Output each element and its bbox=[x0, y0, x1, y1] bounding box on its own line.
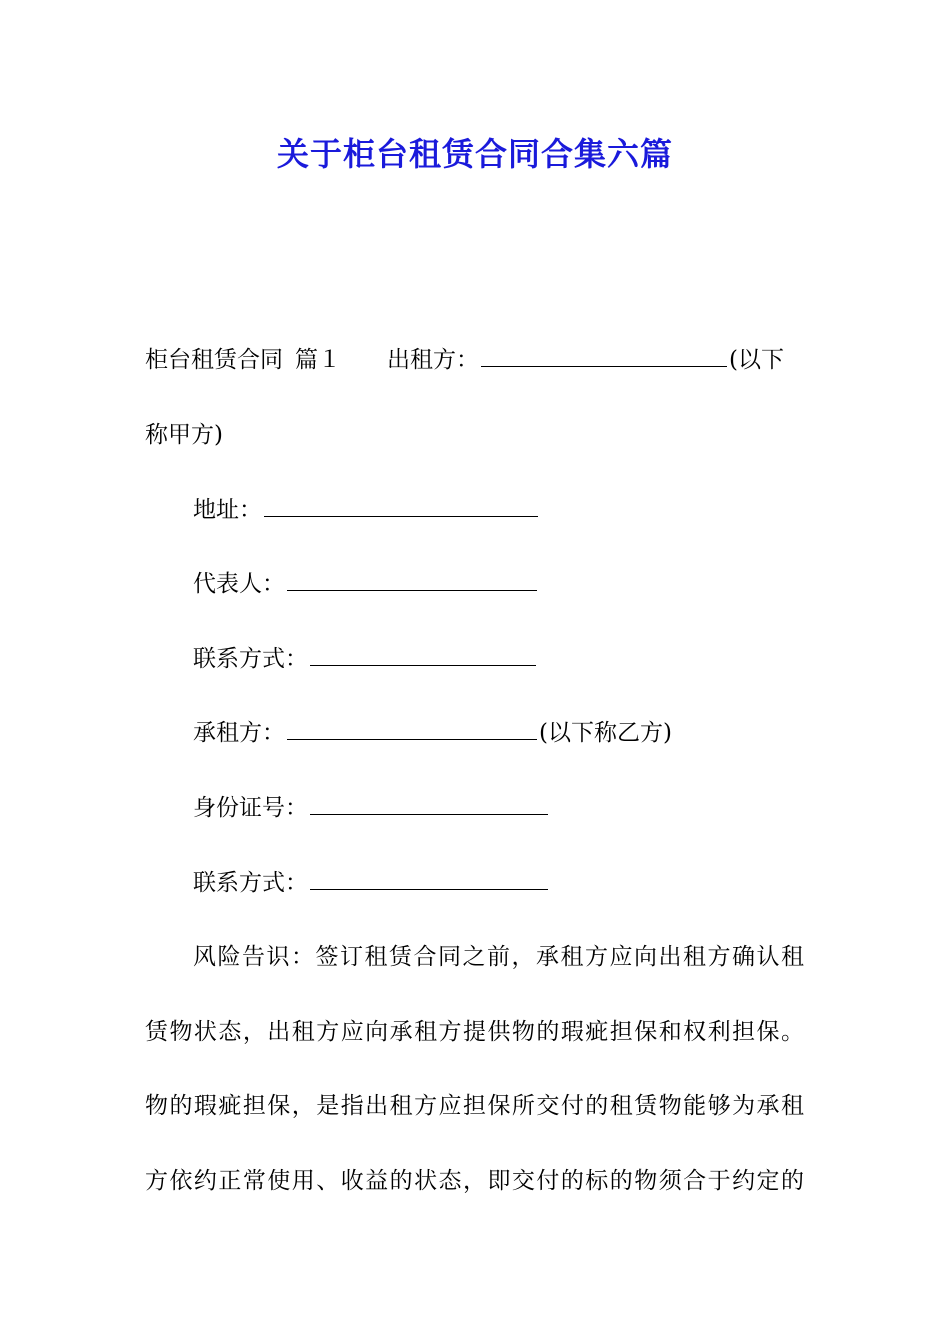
lessor-label: 出租方： bbox=[387, 347, 479, 373]
document-title: 关于柜台租赁合同合集六篇 bbox=[276, 135, 673, 173]
contract-heading-line bbox=[145, 343, 784, 377]
lessee-suffix: (以下称乙方) bbox=[539, 720, 672, 746]
address-blank bbox=[264, 496, 538, 517]
contact-label: 联系方式： bbox=[193, 646, 308, 672]
id-label: 身份证号： bbox=[193, 795, 308, 821]
contact-line bbox=[193, 642, 538, 676]
contact2-line bbox=[193, 866, 550, 900]
lessor-suffix: (以下 bbox=[729, 347, 784, 373]
lessee-label: 承租方： bbox=[193, 720, 285, 746]
representative-label: 代表人： bbox=[193, 571, 285, 597]
lessee-blank bbox=[287, 719, 537, 740]
paragraph-line-4: 方依约正常使用、收益的状态，即交付的标的物须合于约定的 bbox=[145, 1168, 805, 1194]
address-line bbox=[193, 493, 540, 527]
contact2-blank bbox=[310, 869, 548, 890]
address-label: 地址： bbox=[193, 497, 262, 523]
representative-blank bbox=[287, 570, 537, 591]
contact-blank bbox=[310, 645, 536, 666]
representative-line bbox=[193, 567, 539, 601]
paragraph-line-3: 物的瑕疵担保，是指出租方应担保所交付的租赁物能够为承租 bbox=[145, 1093, 805, 1119]
lessee-line bbox=[193, 716, 672, 750]
contract-heading: 柜台租赁合同 bbox=[145, 347, 283, 373]
lessor-blank bbox=[481, 346, 727, 367]
paragraph-line-1: 风险告识：签订租赁合同之前，承租方应向出租方确认租 bbox=[193, 944, 805, 970]
id-blank bbox=[310, 794, 548, 815]
id-line bbox=[193, 791, 550, 825]
contract-part: 篇１ bbox=[295, 347, 341, 373]
contact2-label: 联系方式： bbox=[193, 870, 308, 896]
lessor-suffix-2: 称甲方) bbox=[145, 422, 223, 448]
paragraph-line-2: 赁物状态，出租方应向承租方提供物的瑕疵担保和权利担保。 bbox=[145, 1019, 805, 1045]
lessor-suffix-line bbox=[145, 418, 223, 452]
